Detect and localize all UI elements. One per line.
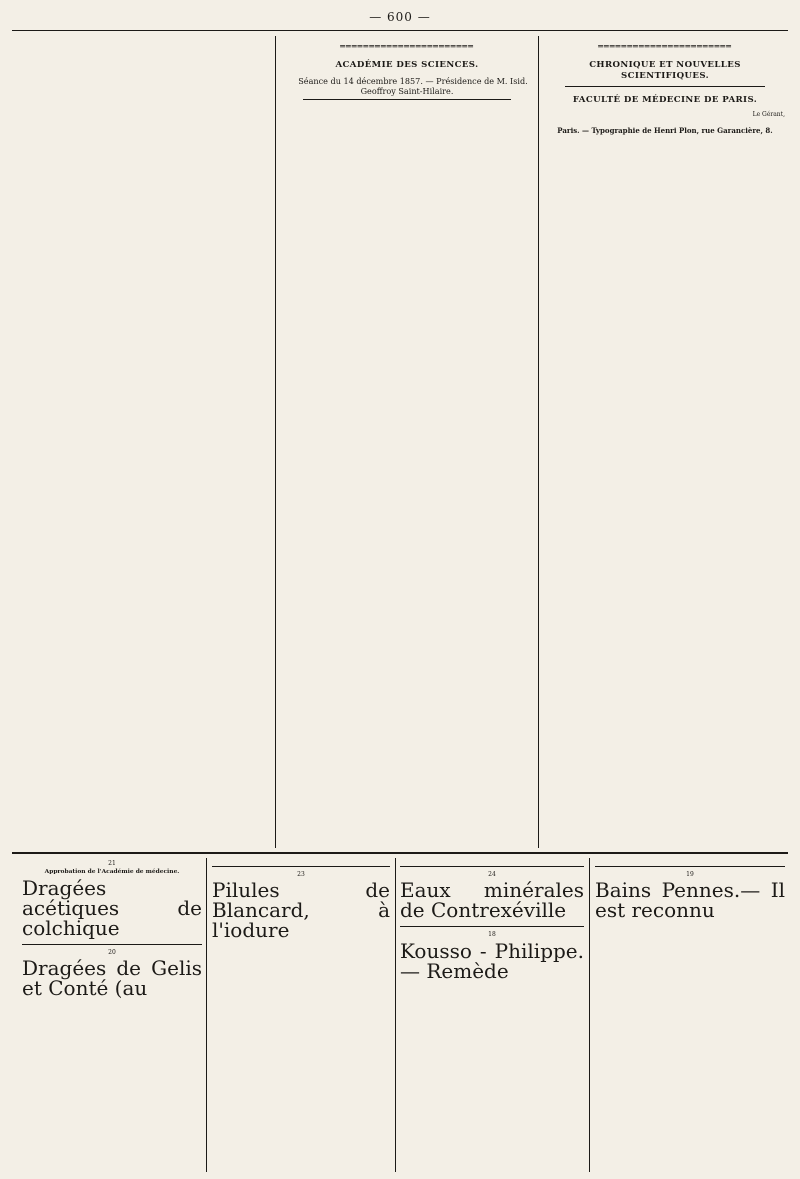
header-rule — [12, 30, 788, 31]
advertisement — [400, 871, 584, 923]
advertisement — [22, 860, 202, 938]
ad-title: Bains Pennes.— Il est reconnu — [595, 878, 785, 923]
ornament: ═══════════════════════ — [598, 42, 732, 51]
ad-title: Kousso - Philippe. — Remède — [400, 938, 584, 983]
advertisement — [22, 949, 202, 998]
ad-number: 18 — [488, 931, 496, 939]
ad-separator — [595, 866, 785, 867]
ad-title: Pilules de Blancard, à l'iodure — [212, 878, 390, 943]
ad-heading: Approbation de l'Académie de médecine. — [44, 868, 180, 876]
ads-column-2 — [212, 860, 390, 1172]
ad-number: 21 — [108, 860, 116, 867]
column-middle — [283, 38, 531, 846]
ad-number: 24 — [488, 871, 496, 878]
column-divider — [538, 36, 539, 848]
page-number: — 600 — — [369, 10, 431, 24]
gerant-label: Le Gérant, — [752, 111, 785, 119]
advertisement — [212, 871, 390, 943]
ad-separator — [400, 926, 584, 927]
ads-column-3 — [400, 860, 584, 1172]
ads-divider — [395, 858, 396, 1172]
academie-title: ACADÉMIE DES SCIENCES. — [335, 60, 479, 71]
ads-divider — [206, 858, 207, 1172]
ad-number: 20 — [108, 948, 116, 956]
column-divider — [275, 36, 276, 848]
ads-rule — [12, 852, 788, 854]
ads-column-1 — [22, 860, 202, 1172]
ad-separator — [212, 866, 390, 867]
ads-divider — [589, 858, 590, 1172]
ad-number: 19 — [686, 871, 694, 878]
faculte-title: FACULTÉ DE MÉDECINE DE PARIS. — [572, 94, 758, 105]
column-left — [22, 38, 268, 846]
advertisement — [595, 871, 785, 923]
ad-separator — [400, 866, 584, 867]
ad-number: 23 — [297, 871, 305, 878]
advertisement — [400, 931, 584, 983]
column-right — [545, 38, 785, 846]
ads-column-4 — [595, 860, 785, 1172]
academie-seance: Séance du 14 décembre 1857. — Présidence de M. Isid. Geoffroy Saint-Hilaire. — [298, 75, 528, 96]
ad-title: Dragées acétiques de colchique — [22, 875, 202, 940]
section-rule — [565, 86, 765, 87]
ornament: ═══════════════════════ — [340, 42, 474, 51]
ad-title: Eaux minérales de Contrexéville — [400, 878, 584, 923]
ad-title: Dragées de Gelis et Conté (au — [22, 955, 202, 1000]
section-rule — [303, 99, 511, 100]
imprint: Paris. — Typographie de Henri Plon, rue Garancière, 8. — [557, 126, 773, 136]
chronique-title: CHRONIQUE ET NOUVELLES SCIENTIFIQUES. — [589, 60, 741, 81]
ad-separator — [22, 944, 202, 945]
